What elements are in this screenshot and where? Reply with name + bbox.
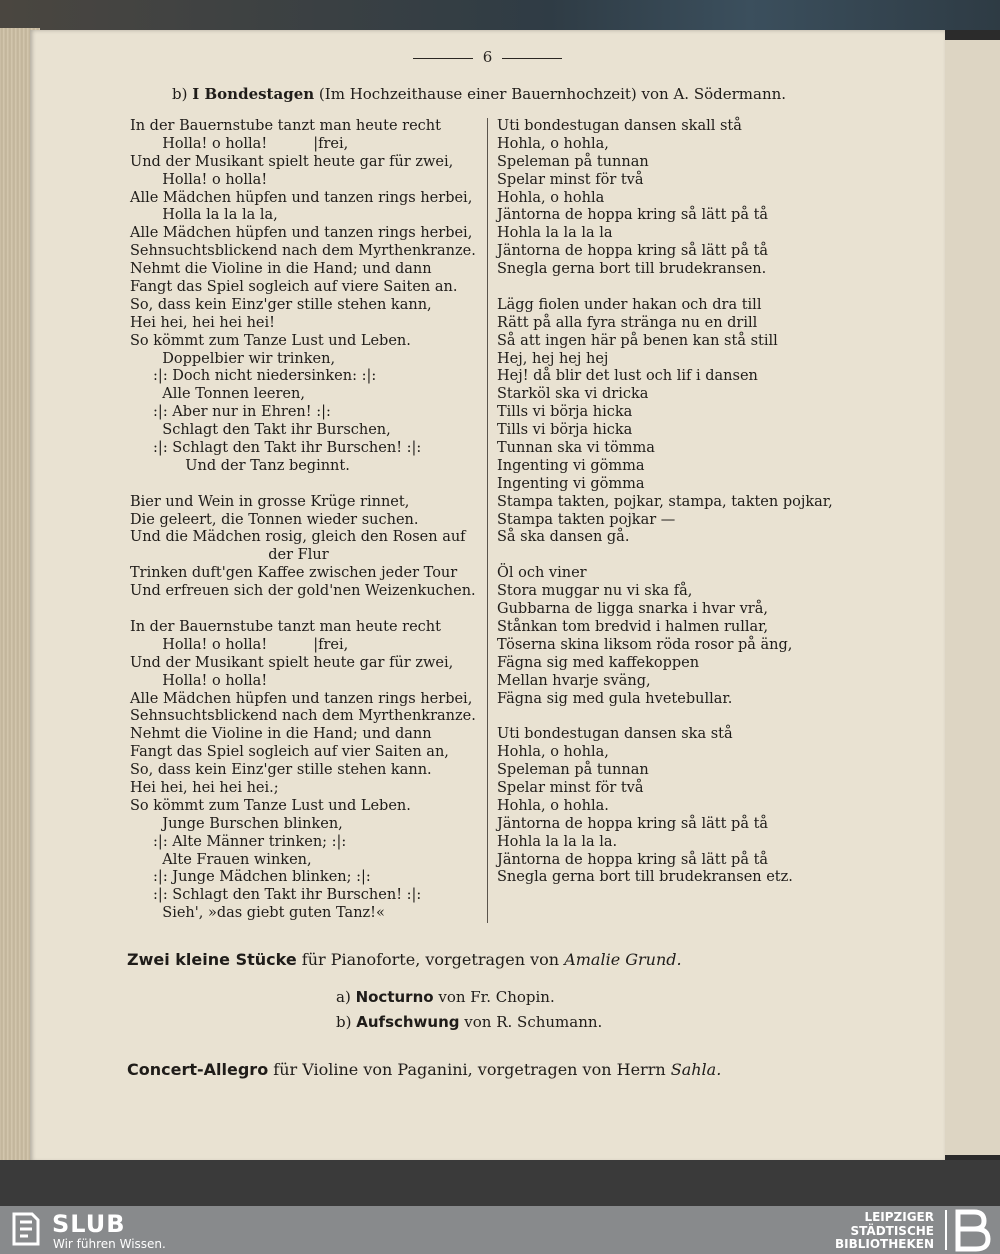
swedish-lyric-line: Hohla, o hohla bbox=[497, 189, 605, 206]
swedish-lyric-line: Snegla gerna bort till brudekransen. bbox=[497, 261, 767, 278]
german-lyric-line: Hei hei, hei hei hei.; bbox=[130, 779, 279, 796]
swedish-lyric-line: Spelar minst för två bbox=[497, 171, 644, 188]
german-lyrics-column bbox=[130, 118, 480, 923]
column-divider bbox=[487, 118, 488, 923]
swedish-lyric-line: Ingenting vi gömma bbox=[497, 457, 645, 474]
slub-name: SLUB bbox=[52, 1210, 126, 1238]
subitem-composer: von Fr. Chopin. bbox=[438, 988, 555, 1006]
subitem-title: Nocturno bbox=[355, 988, 434, 1006]
swedish-lyric-line: Tills vi börja hicka bbox=[497, 404, 633, 421]
german-lyric-line: :|: Alte Männer trinken; :|: bbox=[130, 833, 347, 850]
subitem-prefix: a) bbox=[336, 988, 351, 1006]
german-lyric-line: Sehnsuchtsblickend nach dem Myrthenkranze. bbox=[130, 708, 476, 725]
program-item-piano bbox=[127, 950, 682, 969]
german-lyric-line: Junge Burschen blinken, bbox=[130, 815, 343, 832]
german-lyric-line: So kömmt zum Tanze Lust und Leben. bbox=[130, 332, 411, 349]
german-lyric-line: So, dass kein Einz'ger stille stehen kann. bbox=[130, 762, 432, 779]
german-lyric-line: Und die Mädchen rosig, gleich den Rosen auf bbox=[130, 529, 466, 546]
program-subitem-nocturno bbox=[336, 988, 555, 1006]
program-item-violin bbox=[127, 1060, 721, 1079]
heading-prefix: b) bbox=[172, 85, 188, 103]
german-lyric-line: Alte Frauen winken, bbox=[130, 851, 312, 868]
swedish-lyric-line: Töserna skina liksom röda rosor på äng, bbox=[497, 636, 793, 653]
german-lyric-line: Und der Musikant spielt heute gar für zwei, bbox=[130, 153, 454, 170]
program-description: für Violine von Paganini, vorgetragen von Herrn bbox=[273, 1060, 666, 1079]
german-lyric-line: :|: Doch nicht niedersinken: :|: bbox=[130, 368, 377, 385]
german-lyric-line bbox=[130, 601, 480, 619]
swedish-lyric-line: Rätt på alla fyra stränga nu en drill bbox=[497, 314, 758, 331]
german-lyric-line: Holla! o holla! bbox=[130, 672, 268, 689]
swedish-lyric-line: Hej! då blir det lust och lif i dansen bbox=[497, 368, 758, 385]
german-lyric-line: :|: Junge Mädchen blinken; :|: bbox=[130, 869, 371, 886]
german-lyric-line: Alle Mädchen hüpfen und tanzen rings herbei, bbox=[130, 189, 473, 206]
scan-background bbox=[0, 1160, 1000, 1206]
swedish-lyric-line: Lägg fiolen under hakan och dra till bbox=[497, 296, 762, 313]
german-lyric-line: der Flur bbox=[130, 547, 329, 564]
german-lyric-line: So, dass kein Einz'ger stille stehen kann, bbox=[130, 296, 432, 313]
german-lyric-line bbox=[130, 476, 480, 494]
german-lyric-line: Nehmt die Violine in die Hand; und dann bbox=[130, 261, 432, 278]
swedish-lyric-line: Uti bondestugan dansen skall stå bbox=[497, 118, 742, 134]
leipzig-library-logo-icon bbox=[944, 1208, 992, 1252]
slub-tagline: Wir führen Wissen. bbox=[53, 1237, 166, 1251]
swedish-lyric-line: Hohla la la la la. bbox=[497, 833, 618, 850]
german-lyric-line: In der Bauernstube tanzt man heute recht bbox=[130, 618, 441, 635]
program-title: Concert-Allegro bbox=[127, 1060, 269, 1079]
swedish-lyric-line: Tunnan ska vi tömma bbox=[497, 440, 655, 457]
swedish-lyric-line: Öl och viner bbox=[497, 565, 587, 582]
german-lyric-line: :|: Schlagt den Takt ihr Burschen! :|: bbox=[130, 887, 422, 904]
program-description: für Pianoforte, vorgetragen von bbox=[301, 950, 560, 969]
book-cover-cloth bbox=[0, 0, 1000, 30]
song-heading bbox=[172, 85, 786, 103]
german-lyric-line: Bier und Wein in grosse Krüge rinnet, bbox=[130, 493, 410, 510]
swedish-lyric-line bbox=[497, 279, 857, 297]
german-lyric-line: Und der Tanz beginnt. bbox=[130, 457, 350, 474]
swedish-lyric-line: Så ska dansen gå. bbox=[497, 529, 630, 546]
german-lyric-line: Die geleert, die Tonnen wieder suchen. bbox=[130, 511, 419, 528]
swedish-lyric-line: Snegla gerna bort till brudekransen etz. bbox=[497, 869, 793, 886]
swedish-lyric-line: Fägna sig med gula hvetebullar. bbox=[497, 690, 733, 707]
swedish-lyric-line: Hej, hej hej hej bbox=[497, 350, 609, 367]
leipzig-library-name: LEIPZIGER STÄDTISCHE BIBLIOTHEKEN bbox=[834, 1210, 934, 1251]
german-lyric-line: Nehmt die Violine in die Hand; und dann bbox=[130, 726, 432, 743]
footer-bar bbox=[0, 1206, 1000, 1254]
swedish-lyric-line: Hohla, o hohla, bbox=[497, 744, 609, 761]
swedish-lyric-line: Speleman på tunnan bbox=[497, 762, 649, 779]
german-lyric-line: Doppelbier wir trinken, bbox=[130, 350, 336, 367]
slub-logo-icon bbox=[12, 1212, 40, 1246]
swedish-lyric-line: Gubbarna de ligga snarka i hvar vrå, bbox=[497, 601, 768, 618]
facing-page-edge bbox=[945, 40, 1000, 1155]
program-subitem-aufschwung bbox=[336, 1013, 602, 1031]
german-lyric-line: Alle Mädchen hüpfen und tanzen rings herbei, bbox=[130, 225, 473, 242]
german-lyric-line: Schlagt den Takt ihr Burschen, bbox=[130, 422, 391, 439]
german-lyric-line: In der Bauernstube tanzt man heute recht bbox=[130, 118, 441, 134]
german-lyric-line: Alle Tonnen leeren, bbox=[130, 386, 305, 403]
german-lyric-line: Fangt das Spiel sogleich auf vier Saiten an, bbox=[130, 744, 449, 761]
program-title: Zwei kleine Stücke bbox=[127, 950, 297, 969]
swedish-lyric-line: Hohla la la la la bbox=[497, 225, 613, 242]
subitem-composer: von R. Schumann. bbox=[464, 1013, 603, 1031]
subitem-prefix: b) bbox=[336, 1013, 352, 1031]
german-lyric-line: Fangt das Spiel sogleich auf viere Saiten an. bbox=[130, 279, 458, 296]
swedish-lyric-line: Uti bondestugan dansen ska stå bbox=[497, 726, 733, 743]
subitem-title: Aufschwung bbox=[356, 1013, 460, 1031]
swedish-lyric-line: Hohla, o hohla. bbox=[497, 797, 609, 814]
german-lyric-line: Alle Mädchen hüpfen und tanzen rings herbei, bbox=[130, 690, 473, 707]
swedish-lyric-line: Tills vi börja hicka bbox=[497, 422, 633, 439]
heading-title: I Bondestagen bbox=[192, 85, 315, 103]
swedish-lyric-line: Stampa takten pojkar — bbox=[497, 511, 676, 528]
swedish-lyric-line: Jäntorna de hoppa kring så lätt på tå bbox=[497, 207, 769, 224]
german-lyric-line: Hei hei, hei hei hei! bbox=[130, 314, 275, 331]
swedish-lyric-line: Mellan hvarje sväng, bbox=[497, 672, 651, 689]
german-lyric-line: Und erfreuen sich der gold'nen Weizenkuchen. bbox=[130, 583, 476, 600]
swedish-lyric-line: Ingenting vi gömma bbox=[497, 475, 645, 492]
page-number: 6 bbox=[0, 48, 975, 66]
swedish-lyric-line: Hohla, o hohla, bbox=[497, 135, 609, 152]
german-lyric-line: Sieh', »das giebt guten Tanz!« bbox=[130, 905, 385, 922]
german-lyric-line: Trinken duft'gen Kaffee zwischen jeder Tour bbox=[130, 565, 458, 582]
swedish-lyric-line: Spelar minst för två bbox=[497, 779, 644, 796]
german-lyric-line: Sehnsuchtsblickend nach dem Myrthenkranze. bbox=[130, 243, 476, 260]
swedish-lyric-line: Så att ingen här på benen kan stå still bbox=[497, 332, 778, 349]
swedish-lyric-line bbox=[497, 547, 857, 565]
swedish-lyric-line bbox=[497, 708, 857, 726]
swedish-lyric-line: Stampa takten, pojkar, stampa, takten pojkar, bbox=[497, 493, 833, 510]
program-performer: Amalie Grund. bbox=[564, 950, 682, 969]
german-lyric-line: So kömmt zum Tanze Lust und Leben. bbox=[130, 797, 411, 814]
swedish-lyric-line: Fägna sig med kaffekoppen bbox=[497, 654, 700, 671]
german-lyric-line: Und der Musikant spielt heute gar für zwei, bbox=[130, 654, 454, 671]
swedish-lyric-line: Starköl ska vi dricka bbox=[497, 386, 649, 403]
swedish-lyric-line: Jäntorna de hoppa kring så lätt på tå bbox=[497, 243, 769, 260]
german-lyric-line: Holla la la la la, bbox=[130, 207, 278, 224]
heading-subtitle: (Im Hochzeithause einer Bauernhochzeit) von A. Södermann. bbox=[318, 85, 787, 103]
program-performer: Sahla. bbox=[670, 1060, 722, 1079]
swedish-lyric-line: Stora muggar nu vi ska få, bbox=[497, 583, 693, 600]
swedish-lyric-line: Jäntorna de hoppa kring så lätt på tå bbox=[497, 815, 769, 832]
german-lyric-line: Holla! o holla! bbox=[130, 171, 268, 188]
german-lyric-line: Holla! o holla! |frei, bbox=[130, 636, 349, 653]
swedish-lyric-line: Speleman på tunnan bbox=[497, 153, 649, 170]
swedish-lyric-line: Jäntorna de hoppa kring så lätt på tå bbox=[497, 851, 769, 868]
german-lyric-line: Holla! o holla! |frei, bbox=[130, 135, 349, 152]
swedish-lyric-line: Stånkan tom bredvid i halmen rullar, bbox=[497, 618, 769, 635]
swedish-lyrics-column bbox=[497, 118, 857, 887]
german-lyric-line: :|: Aber nur in Ehren! :|: bbox=[130, 404, 331, 421]
german-lyric-line: :|: Schlagt den Takt ihr Burschen! :|: bbox=[130, 440, 422, 457]
